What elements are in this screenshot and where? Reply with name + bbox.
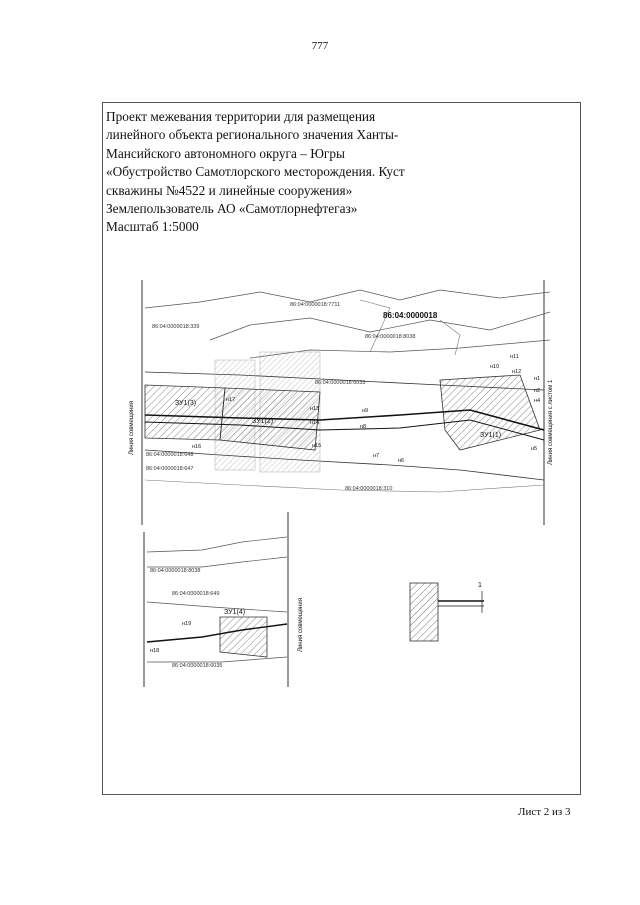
parcel-label: 86:04:0000018:6035	[172, 663, 223, 669]
sheet-label: Лист 2 из 3	[518, 806, 571, 818]
scale-line: Масштаб 1:5000	[106, 219, 199, 235]
zone-label: ЗУ1(2)	[252, 418, 274, 425]
zone-label: ЗУ1(3)	[175, 400, 197, 407]
point-label: н11	[510, 354, 519, 360]
point-label: н6	[398, 458, 405, 464]
zone-label: ЗУ1(1)	[480, 432, 502, 439]
main-cadastral-map	[129, 280, 556, 525]
point-label: н8	[360, 424, 367, 430]
point-label: н19	[182, 621, 192, 627]
parcel-label: 86:04:0000018:7711	[290, 302, 341, 308]
alignment-line-label: Линия совмещения	[298, 598, 304, 652]
parcel-label: 86:04:0000018:649	[172, 591, 220, 597]
alignment-line-label: Линия совмещения с листом 1	[548, 379, 554, 465]
point-label: н7	[373, 453, 380, 459]
title-line: Проект межевания территории для размещения	[106, 109, 376, 124]
inset-cadastral-map	[142, 512, 312, 687]
parcel-label: 86:04:0000018:647	[146, 466, 194, 472]
parcel-label: 86:04:0000018:8038	[365, 334, 416, 340]
point-label: н5	[531, 446, 538, 452]
point-label: н1	[534, 376, 541, 382]
cadastral-block-label: 86:04:0000018	[383, 311, 438, 320]
point-label: н4	[534, 398, 541, 404]
title-block	[106, 108, 576, 237]
alignment-line-label: Линия совмещения	[129, 401, 135, 455]
point-label: н13	[310, 406, 320, 412]
title-line: «Обустройство Самотлорского месторождения. Куст	[106, 164, 405, 180]
title-line: линейного объекта регионального значения Ханты-	[106, 127, 399, 143]
point-label: н15	[312, 443, 322, 449]
legend-label: 1	[478, 582, 482, 589]
title-line: Землепользователь АО «Самотлорнефтегаз»	[106, 201, 358, 217]
title-line: Мансийского автономного округа – Югры	[106, 145, 345, 161]
point-label: н14	[310, 420, 320, 426]
point-label: н9	[362, 408, 369, 414]
point-label: н12	[512, 369, 522, 375]
point-label: н17	[226, 397, 236, 403]
parcel-label: 86:04:0000018:648	[146, 452, 194, 458]
parcel-label: 86:04:0000018:310	[345, 486, 393, 492]
zone-label: ЗУ1(4)	[224, 609, 246, 616]
parcel-label: 86:04:0000018:6033	[315, 380, 366, 386]
point-label: н18	[150, 648, 160, 654]
point-label: н10	[490, 364, 500, 370]
point-label: н16	[192, 444, 202, 450]
title-line: скважины №4522 и линейные сооружения»	[106, 182, 353, 198]
legend-symbol	[392, 573, 492, 643]
page-number: 777	[311, 40, 329, 52]
parcel-label: 86:04:0000018:339	[152, 324, 200, 330]
point-label: н2	[534, 388, 541, 394]
parcel-label: 86:04:0000018:8038	[150, 568, 201, 574]
